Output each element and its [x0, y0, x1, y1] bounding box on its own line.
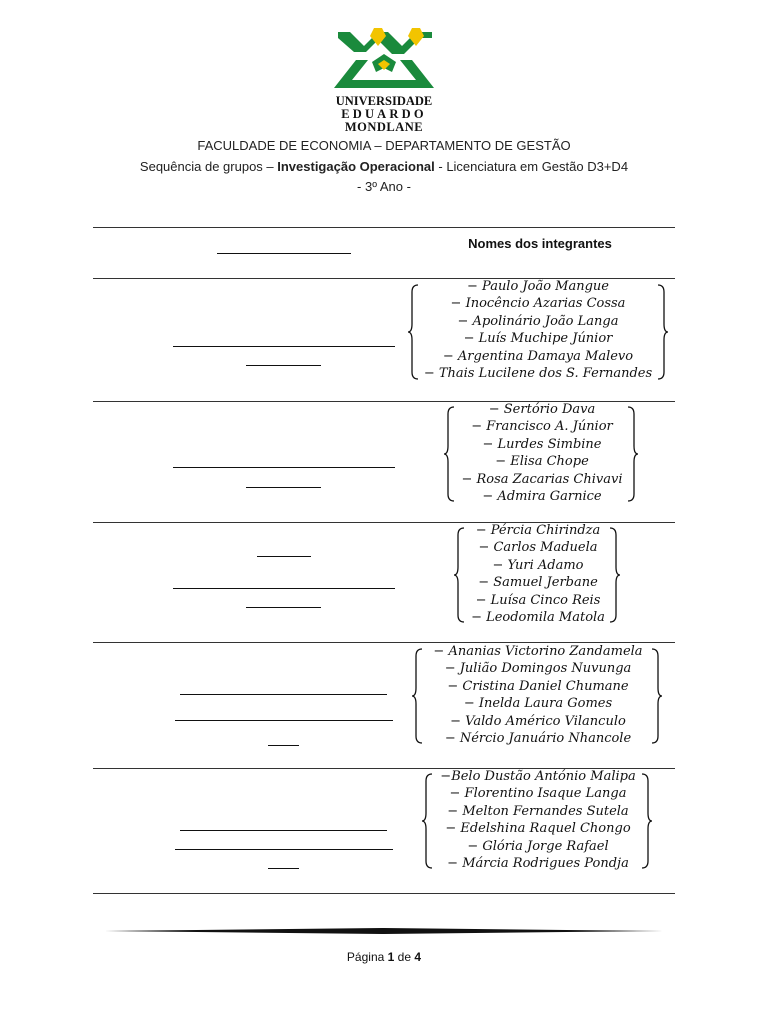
member-name: − Pércia Chirindza [475, 523, 601, 538]
group-members-4 [424, 643, 652, 747]
blank-line [257, 556, 311, 557]
blank-line [173, 467, 395, 468]
blank-line [180, 694, 387, 695]
logo-text-line3: MONDLANE [344, 120, 424, 134]
course-heading [0, 159, 768, 174]
page-label: Página [346, 950, 385, 964]
blank-line [175, 849, 393, 850]
member-name: − Melton Fernandes Sutela [447, 803, 629, 819]
year-heading: - 3º Ano - [357, 179, 411, 194]
right-brace-icon [650, 648, 662, 744]
right-brace-icon [608, 527, 620, 623]
member-name: − Admira Garnice [482, 488, 602, 504]
member-name: − Valdo Américo Vilanculo [450, 713, 626, 729]
logo-emblem-icon [328, 24, 440, 94]
column-header-names: Nomes dos integrantes [468, 236, 612, 251]
member-name: − Edelshina Raquel Chongo [445, 821, 631, 837]
member-name: −Belo Dustão António Malipa [440, 769, 636, 784]
logo-text-line2: EDUARDO [341, 107, 427, 121]
course-heading-suffix: - Licenciatura em Gestão D3+D4 [434, 159, 629, 174]
course-heading-prefix: Sequência de grupos – [139, 159, 278, 174]
table-bottom-rule [93, 893, 675, 894]
course-heading-subject: Investigação Operacional [277, 159, 435, 174]
left-brace-icon [454, 527, 466, 623]
blank-line [217, 253, 351, 254]
member-name: − Samuel Jerbane [478, 575, 598, 591]
member-name: − Francisco A. Júnior [471, 419, 613, 435]
right-brace-icon [626, 406, 638, 502]
member-name: − Argentina Damaya Malevo [442, 348, 634, 364]
member-name: − Nércio Januário Nhancole [444, 730, 632, 746]
page-total: 4 [414, 950, 422, 964]
blank-line [268, 745, 299, 746]
member-name: − Márcia Rodrigues Pondja [447, 855, 629, 871]
blank-line [173, 588, 395, 589]
member-name: − Inocêncio Azarias Cossa [450, 296, 626, 312]
group-members-2 [458, 401, 626, 505]
left-brace-icon [412, 648, 424, 744]
table-top-rule [93, 227, 675, 228]
page-number [0, 950, 768, 964]
member-name: − Carlos Maduela [478, 540, 598, 556]
member-name: − Glória Jorge Rafael [467, 838, 609, 854]
member-name: − Cristina Daniel Chumane [447, 678, 629, 694]
right-brace-icon [656, 284, 668, 380]
logo-text-line1: UNIVERSIDADE [335, 94, 433, 108]
blank-line [268, 868, 299, 869]
page-current: 1 [387, 950, 395, 964]
group-members-1 [420, 278, 656, 382]
footer-rule [105, 925, 663, 937]
blank-line [173, 346, 395, 347]
blank-line [246, 365, 321, 366]
group-members-5 [434, 768, 642, 872]
member-name: − Thais Lucilene dos S. Fernandes [423, 365, 653, 381]
page-of: de [397, 950, 412, 964]
member-name: − Paulo João Mangue [467, 279, 609, 294]
member-name: − Luís Muchipe Júnior [463, 331, 613, 347]
member-name: − Luísa Cinco Reis [475, 592, 601, 608]
member-name: − Yuri Adamo [492, 557, 584, 573]
member-name: − Florentino Isaque Langa [449, 786, 627, 802]
university-logo [328, 24, 440, 134]
member-name: − Apolinário João Langa [457, 313, 619, 329]
member-name: − Julião Domingos Nuvunga [444, 661, 632, 677]
member-name: − Leodomila Matola [471, 609, 605, 625]
right-brace-icon [640, 773, 652, 869]
member-name: − Rosa Zacarias Chivavi [461, 471, 623, 487]
group-members-3 [467, 522, 609, 626]
faculty-heading: FACULDADE DE ECONOMIA – DEPARTAMENTO DE GESTÃO [197, 138, 571, 153]
member-name: − Lurdes Simbine [482, 436, 602, 452]
member-name: − Inelda Laura Gomes [463, 696, 613, 712]
member-name: − Elisa Chope [495, 454, 589, 470]
left-brace-icon [444, 406, 456, 502]
member-name: − Ananias Victorino Zandamela [433, 644, 643, 659]
blank-line [175, 720, 393, 721]
blank-line [180, 830, 387, 831]
member-name: − Sertório Dava [488, 402, 596, 417]
left-brace-icon [422, 773, 434, 869]
blank-line [246, 607, 321, 608]
blank-line [246, 487, 321, 488]
left-brace-icon [408, 284, 420, 380]
